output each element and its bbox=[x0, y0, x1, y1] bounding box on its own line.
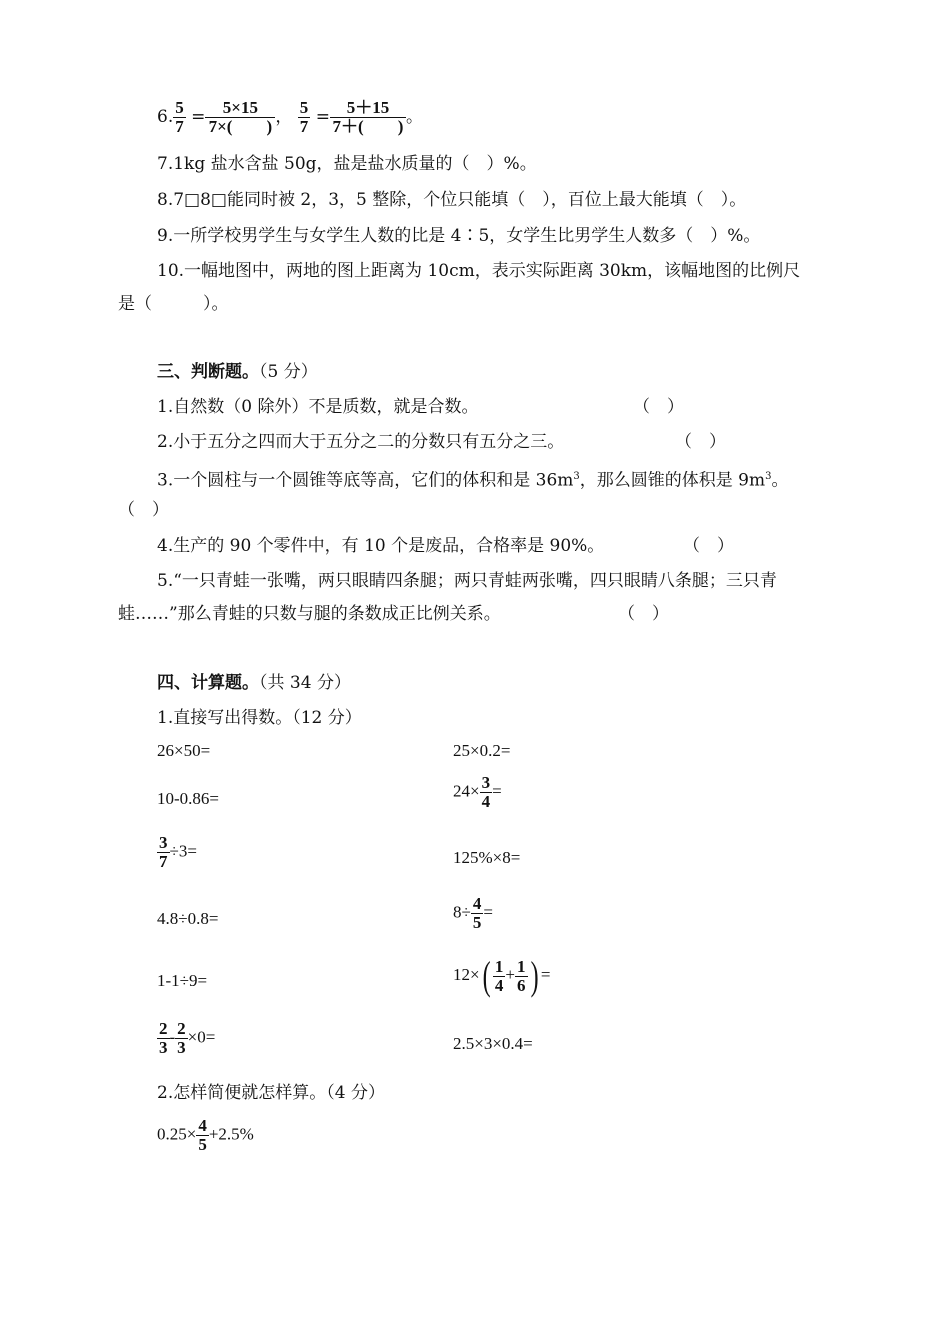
section-score: （共 34 分） bbox=[259, 673, 351, 693]
calc-item: 1-1÷9= bbox=[157, 971, 208, 990]
subsection-2-title: 2.怎样简便就怎样算。（4 分） bbox=[157, 1083, 385, 1103]
answer-paren: （ ） bbox=[675, 432, 726, 452]
judge-item-3-paren: （ ） bbox=[118, 500, 169, 520]
question-10-line-2: 是（ ）。 bbox=[118, 294, 229, 314]
fraction: $\frac{5\times 15}{7\times( )}$ bbox=[205, 99, 275, 136]
section-title: 三、判断题。 bbox=[157, 362, 259, 382]
judge-item-4 bbox=[157, 535, 837, 557]
calc-item: 2.5×3×0.4= bbox=[453, 1034, 533, 1053]
equals-sign: = bbox=[191, 107, 206, 127]
section-3-heading bbox=[157, 361, 318, 383]
calc-item: 10-0.86= bbox=[157, 789, 219, 808]
calc-item: 12×( $\frac{1}{4}$ + $\frac{1}{6}$ ) = bbox=[453, 953, 551, 998]
question-9: 9.一所学校男学生与女学生人数的比是 4∶5，女学生比男学生人数多（ ）%。 bbox=[157, 226, 761, 246]
judge-text: 蛙……”那么青蛙的只数与腿的条数成正比例关系。 bbox=[118, 604, 501, 624]
calc-item: 25×0.2= bbox=[453, 741, 511, 760]
fraction: $\frac{2}{3}$ bbox=[177, 1019, 186, 1057]
q6-number: 6. bbox=[157, 107, 174, 127]
calc-item: 26×50= bbox=[157, 741, 211, 760]
superscript: 3 bbox=[573, 471, 580, 482]
judge-item-5-line-1: 5.“一只青蛙一张嘴，两只眼睛四条腿；两只青蛙两张嘴，四只眼睛八条腿；三只青 bbox=[157, 571, 777, 591]
calc-item: 125%×8= bbox=[453, 848, 521, 867]
calc-item: 0.25× $\frac{4}{5}$ +2.5% bbox=[157, 1116, 254, 1154]
judge-item-2 bbox=[157, 431, 837, 453]
fraction: $\frac{5}{7}$ bbox=[175, 98, 184, 136]
left-parenthesis: ( bbox=[482, 953, 491, 998]
subsection-1-title: 1.直接写出得数。（12 分） bbox=[157, 708, 362, 728]
fraction: $\frac{3}{4}$ bbox=[481, 773, 491, 811]
judge-item-3 bbox=[157, 466, 788, 492]
section-title: 四、计算题。 bbox=[157, 673, 259, 693]
fraction: $\frac{3}{7}$ bbox=[159, 833, 168, 871]
separator: ， bbox=[275, 107, 293, 127]
judge-text: 3.一个圆柱与一个圆锥等底等高，它们的体积和是 36m bbox=[157, 470, 574, 491]
judge-item-1 bbox=[157, 396, 837, 418]
judge-text: ，那么圆锥的体积是 9m bbox=[579, 470, 766, 491]
answer-paren: （ ） bbox=[618, 604, 669, 624]
calc-item: $\frac{2}{3}$ - $\frac{2}{3}$ ×0= bbox=[159, 1019, 216, 1057]
judge-text: 4.生产的 90 个零件中，有 10 个是废品，合格率是 90%。 bbox=[157, 536, 605, 556]
calc-item: 24× $\frac{3}{4}$ = bbox=[453, 773, 502, 811]
answer-paren: （ ） bbox=[633, 397, 684, 417]
calc-item: 4.8÷0.8= bbox=[157, 909, 219, 928]
answer-paren: （ ） bbox=[683, 536, 734, 556]
fraction: $\frac{5}{7}$ bbox=[299, 98, 309, 136]
fraction: $\frac{1}{6}$ bbox=[517, 956, 526, 995]
section-4-heading bbox=[157, 672, 351, 694]
fraction: $\frac{4}{5}$ bbox=[198, 1116, 207, 1154]
period: 。 bbox=[405, 107, 423, 127]
judge-text: 。 bbox=[771, 470, 789, 491]
judge-text: 1.自然数（0 除外）不是质数，就是合数。 bbox=[157, 397, 479, 417]
question-6 bbox=[157, 95, 423, 139]
superscript: 3 bbox=[765, 471, 772, 482]
calc-item: 8÷ $\frac{4}{5}$ = bbox=[453, 894, 493, 932]
fraction: $\frac{4}{5}$ bbox=[472, 894, 482, 932]
question-8: 8.7□8□能同时被 2，3，5 整除，个位只能填（ ），百位上最大能填（ ）。 bbox=[157, 190, 747, 210]
judge-text: 2.小于五分之四而大于五分之二的分数只有五分之三。 bbox=[157, 432, 565, 452]
judge-item-5-line-2 bbox=[118, 603, 838, 625]
equals-sign: = bbox=[315, 107, 330, 127]
fraction: $\frac{1}{4}$ bbox=[494, 956, 504, 995]
calc-item: $\frac{3}{7}$ ÷3= bbox=[159, 833, 197, 871]
fraction: $\frac{5+15}{7+( )}$ bbox=[330, 99, 406, 136]
right-parenthesis: ) bbox=[530, 953, 539, 998]
section-score: （5 分） bbox=[259, 362, 318, 382]
question-10-line-1: 10.一幅地图中，两地的图上距离为 10cm，表示实际距离 30km，该幅地图的比例尺 bbox=[157, 261, 801, 281]
fraction: $\frac{2}{3}$ bbox=[159, 1019, 168, 1057]
question-7: 7.1kg 盐水含盐 50g，盐是盐水质量的（ ）%。 bbox=[157, 154, 537, 174]
